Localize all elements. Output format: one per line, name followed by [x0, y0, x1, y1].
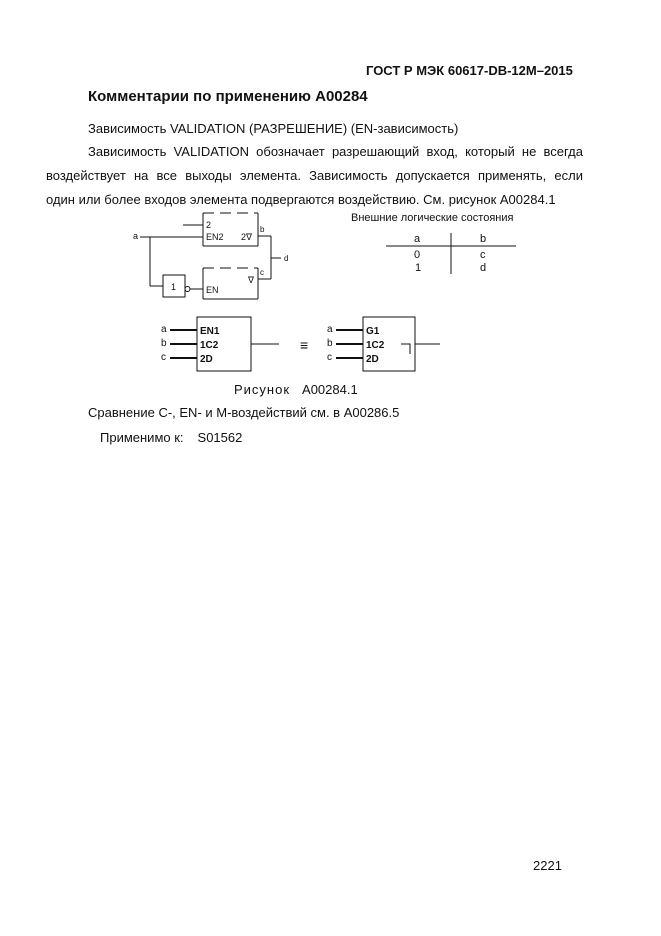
table-header-b: b [480, 233, 487, 245]
upper-element [203, 213, 258, 246]
negation-circle [185, 287, 190, 292]
table-cell: 0 [414, 249, 421, 261]
lower-label-en: EN [206, 285, 219, 295]
upper-output-symbol: 2∇ [241, 232, 253, 242]
pin-c-label: c [260, 268, 264, 277]
pin-d-label: d [284, 254, 289, 263]
equivalence-sign: ≡ [300, 337, 309, 353]
standard-header: ГОСТ Р МЭК 60617-DB-12M–2015 [366, 63, 573, 78]
lower-output-symbol: ∇ [248, 275, 255, 285]
subtitle: Зависимость VALIDATION (РАЗРЕШЕНИЕ) (EN-зависимость) [88, 121, 459, 136]
upper-label-2: 2 [206, 220, 212, 230]
inverter-element [163, 275, 203, 297]
paragraph-line-2: воздействует на все выходы элемента. Зависимость допускается применять, если [46, 168, 583, 183]
right-label-1c2: 1C2 [366, 340, 385, 351]
caption-label: Рисунок [234, 382, 291, 397]
right-label-g1: G1 [366, 326, 380, 337]
applicable-to [100, 430, 242, 445]
table-cell: d [480, 262, 487, 274]
section-title: Комментарии по применению A00284 [88, 88, 368, 105]
pin-b-label: b [260, 225, 265, 234]
page-number: 2221 [533, 858, 562, 873]
comparison-note: Сравнение C-, EN- и M-воздействий см. в A00286.5 [88, 405, 400, 420]
left-symbol [161, 317, 279, 371]
left-input-c: c [161, 352, 166, 363]
figure-caption [234, 382, 358, 397]
lower-element [203, 268, 258, 299]
left-label-1c2: 1C2 [200, 340, 219, 351]
inverter-label: 1 [171, 282, 177, 292]
right-input-c: c [327, 352, 332, 363]
left-label-en1: EN1 [200, 326, 220, 337]
right-label-2d: 2D [366, 354, 379, 365]
left-input-b: b [161, 338, 167, 349]
applicable-label: Применимо к: [100, 430, 184, 445]
table-cell: c [480, 249, 486, 261]
logic-state-table [351, 212, 516, 274]
upper-label-en2: EN2 [206, 232, 224, 242]
applicable-code: S01562 [197, 430, 243, 445]
caption-id: A00284.1 [302, 382, 358, 397]
left-label-2d: 2D [200, 354, 213, 365]
right-input-b: b [327, 338, 333, 349]
top-logic-diagram [133, 213, 288, 299]
table-title: Внешние логические состояния [351, 212, 514, 224]
left-input-a: a [161, 324, 167, 335]
right-input-a: a [327, 324, 333, 335]
table-header-a: a [414, 233, 421, 245]
paragraph-line-1: Зависимость VALIDATION обозначает разрешающий вход, который не всегда [88, 144, 583, 159]
input-a-label: a [133, 231, 139, 241]
table-cell: 1 [415, 262, 422, 274]
paragraph-line-3: один или более входов элемента подвергаются воздействию. См. рисунок A00284.1 [46, 192, 556, 207]
postponed-output-symbol [401, 344, 410, 354]
right-symbol [327, 317, 440, 371]
